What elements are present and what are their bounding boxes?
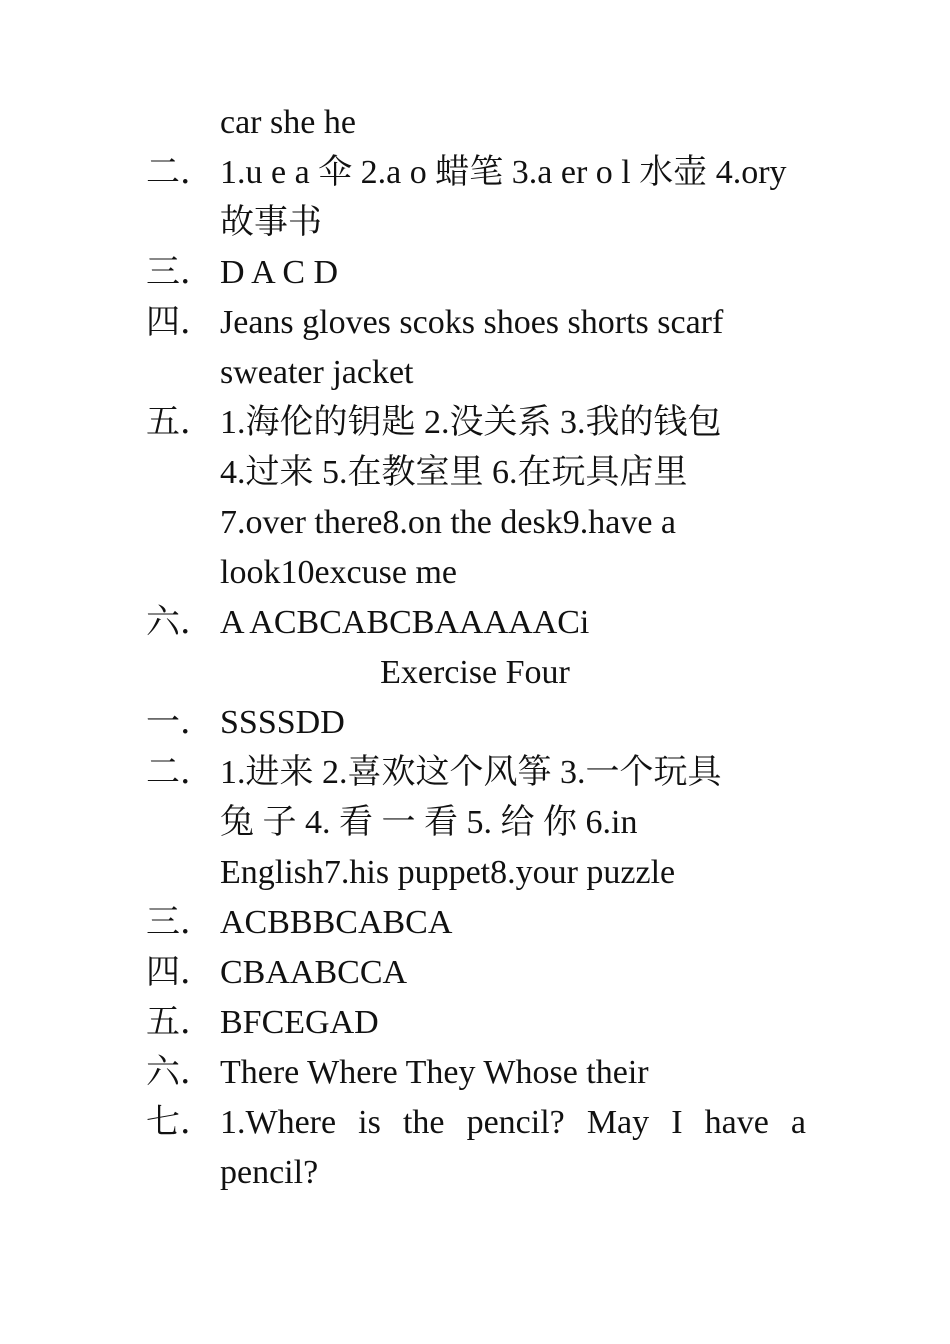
answer-line: 7.over there8.on the desk9.have a <box>220 504 676 541</box>
section-marker: 六． <box>146 1054 214 1091</box>
section-marker: 三． <box>146 904 214 941</box>
answer-text: D A C D <box>220 254 339 291</box>
section-marker: 四． <box>146 304 214 341</box>
answer-line: English7.his puppet8.your puzzle <box>220 854 676 891</box>
section-marker: 五． <box>146 1004 214 1041</box>
exercise-four-section-3 <box>146 898 806 948</box>
answer-line: 1.海伦的钥匙 2.没关系 3.我的钱包 <box>220 404 722 441</box>
exercise-four-section-5 <box>146 998 806 1048</box>
section-marker: 六． <box>146 604 214 641</box>
answer-text: CBAABCCA <box>220 954 408 991</box>
section-marker: 五． <box>146 404 214 441</box>
answer-line: look10excuse me <box>220 554 457 591</box>
section-marker: 四． <box>146 954 214 991</box>
answer-text-block <box>220 748 806 898</box>
exercise-four-section-1 <box>146 698 806 748</box>
answer-text: car she he <box>220 104 356 141</box>
section-marker: 一． <box>146 704 214 741</box>
answer-text: There Where They Whose their <box>220 1054 649 1091</box>
answer-text: Jeans gloves scoks shoes shorts scarf sweater jacket <box>220 304 724 391</box>
exercise-four-section-7 <box>146 1098 806 1198</box>
exercise-four-section-6 <box>146 1048 806 1098</box>
section-marker: 三． <box>146 254 214 291</box>
answer-line: 1.进来 2.喜欢这个风筝 3.一个玩具 <box>220 754 722 791</box>
exercise-four-section-2 <box>146 748 806 898</box>
section-marker: 二． <box>146 754 214 791</box>
answer-text: SSSSDD <box>220 704 345 741</box>
answer-text-block <box>220 398 806 598</box>
answer-text: 1.Where is the pencil? May I have a pencil? <box>220 1104 806 1191</box>
answer-text: 1.u e a 伞 2.a o 蜡笔 3.a er o l 水壶 4.ory 故事书 <box>220 154 787 241</box>
answer-text: A ACBCABCBAAAAACi <box>220 604 590 641</box>
exercise-heading: Exercise Four <box>380 654 570 691</box>
exercise-four-section-4 <box>146 948 806 998</box>
answer-text: BFCEGAD <box>220 1004 379 1041</box>
answer-line: 兔 子 4. 看 一 看 5. 给 你 6.in <box>220 804 638 841</box>
section-marker: 二． <box>146 154 214 191</box>
answer-section-3 <box>146 248 806 298</box>
section-marker: 七． <box>146 1104 214 1141</box>
answer-section-5 <box>146 398 806 598</box>
answer-section-6 <box>146 598 806 648</box>
answer-section-4 <box>146 298 806 398</box>
answer-continuation <box>146 98 806 148</box>
answer-section-2 <box>146 148 806 248</box>
answer-text: ACBBBCABCA <box>220 904 453 941</box>
answer-line: 4.过来 5.在教室里 6.在玩具店里 <box>220 454 688 491</box>
